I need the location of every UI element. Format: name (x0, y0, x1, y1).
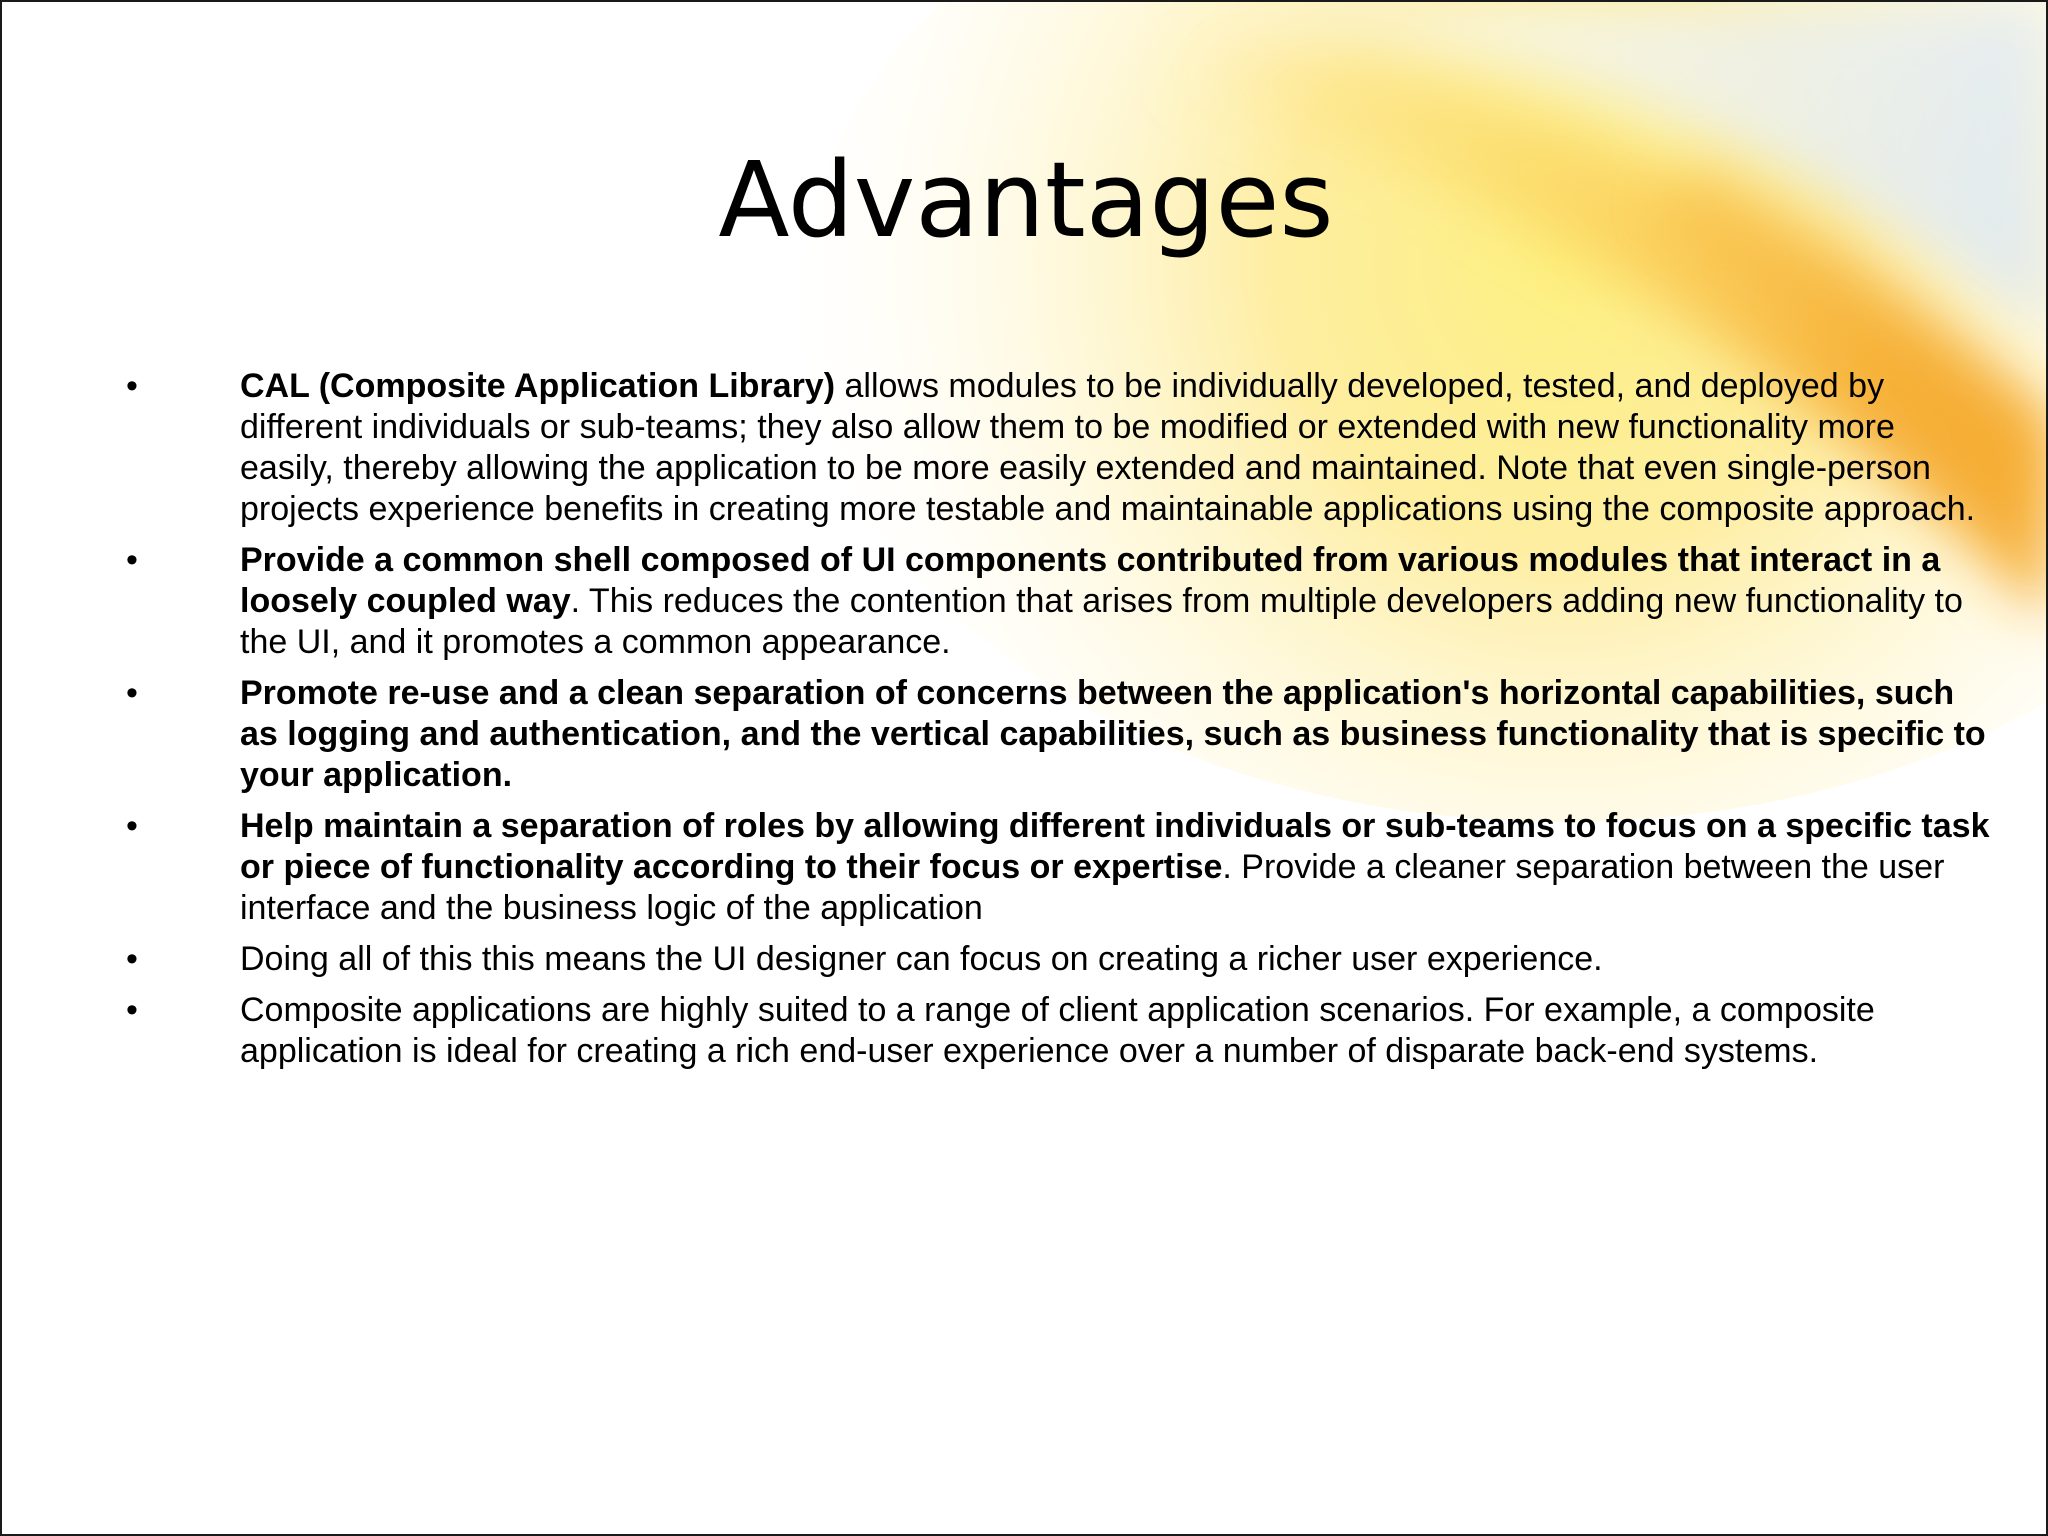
bullet-marker: • (126, 674, 138, 712)
bullet-item (2, 673, 2048, 796)
bullet-marker: • (126, 541, 138, 579)
bullet-item (2, 366, 2048, 530)
bullet-marker: • (126, 940, 138, 978)
bullet-bold-text: Help maintain a separation of roles by allowing different individuals or sub-teams to focus on a specific task or piece of functionality according to their focus or expertise (240, 807, 1990, 886)
bullet-bold-text: Promote re-use and a clean separation of concerns between the application's horizontal capabilities, such as logging and authentication, and the vertical capabilities, such as business functionality that is specific to your application. (240, 674, 1986, 794)
bullet-item (2, 806, 2048, 929)
bullet-marker: • (126, 991, 138, 1029)
bullet-text: allows modules to be individually developed, tested, and deployed by different individuals or sub-teams; they also allow them to be modified or extended with new functionality more easily, thereby allowing the application to be more easily extended and maintained. Note that even single-person projects experience benefits in creating more testable and maintainable applications using the composite approach. (240, 367, 1976, 528)
slide-title: Advantages (718, 139, 1334, 261)
bullet-text: . This reduces the contention that arises from multiple developers adding new functionality to the UI, and it promotes a common appearance. (240, 582, 1963, 661)
bullet-list (2, 366, 2048, 1082)
bullet-bold-text: Provide a common shell composed of UI components contributed from various modules that interact in a loosely coupled way (240, 541, 1941, 620)
bullet-item (2, 540, 2048, 663)
bullet-text: Doing all of this this means the UI designer can focus on creating a richer user experience. (240, 940, 1603, 978)
bullet-bold-text: CAL (Composite Application Library) (240, 367, 836, 405)
bullet-item (2, 939, 2048, 980)
bullet-marker: • (126, 367, 138, 405)
bullet-text: . Provide a cleaner separation between the user interface and the business logic of the application (240, 848, 1945, 927)
bullet-item (2, 990, 2048, 1072)
bullet-marker: • (126, 807, 138, 845)
bullet-text: Composite applications are highly suited to a range of client application scenarios. For example, a composite application is ideal for creating a rich end-user experience over a number of disparate back-end systems. (240, 991, 1875, 1070)
